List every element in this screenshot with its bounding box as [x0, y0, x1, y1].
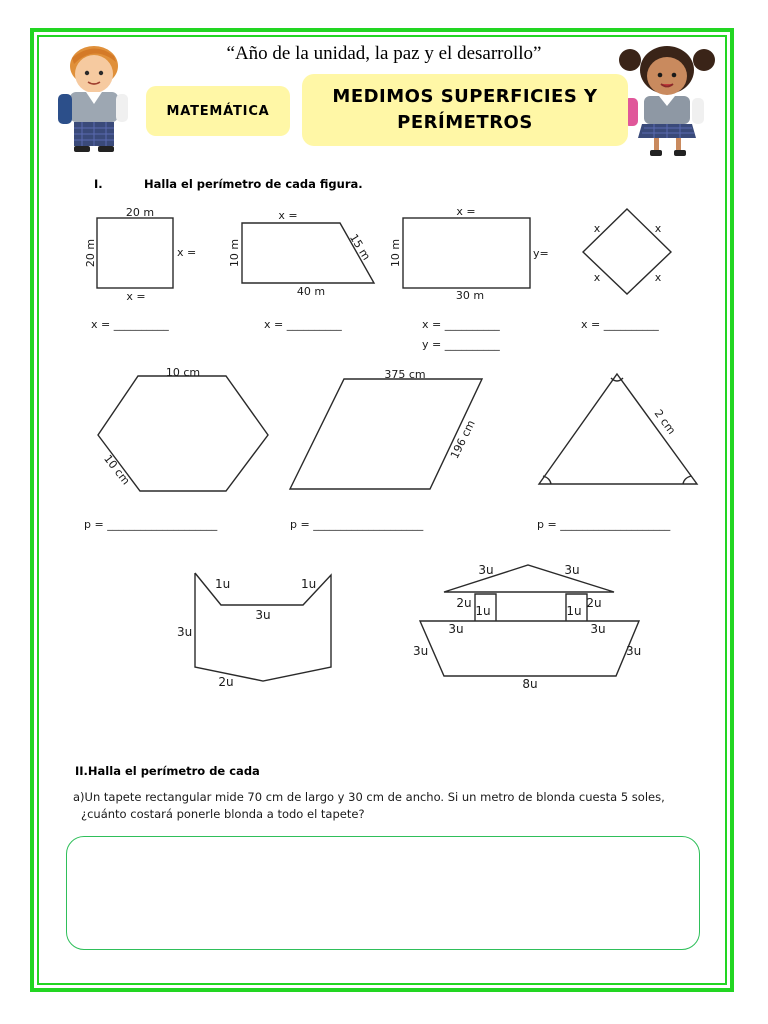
boat-ledge-right-label: 3u	[590, 622, 606, 636]
square-right-label: x =	[177, 246, 197, 259]
boat-roof	[444, 565, 614, 592]
answer-x-rhombus: x = __________	[581, 318, 659, 331]
section-2-title: II.Halla el perímetro de cada	[75, 764, 260, 778]
triangle-side-label: 2 cm	[651, 407, 679, 437]
boat-chim-left-h-label: 1u	[475, 604, 491, 618]
rhombus-label-bl: x	[593, 271, 601, 284]
boat-chim-left-w-label: 2u	[456, 596, 472, 610]
rectangle-bottom-label: 30 m	[455, 289, 485, 302]
trapezoid-bottom-label: 40 m	[296, 285, 326, 298]
answer-y-rectangle: y = __________	[422, 338, 500, 351]
parallelogram-figure	[290, 379, 482, 489]
title-line-1: MEDIMOS SUPERFICIES Y	[332, 86, 598, 107]
answer-p-hexagon: p = ____________________	[84, 518, 218, 531]
trapezoid-top-label: x =	[278, 209, 298, 222]
answer-p-triangle: p = ____________________	[537, 518, 671, 531]
rhombus-label-br: x	[654, 271, 662, 284]
parallelogram-side-label: 196 cm	[447, 418, 478, 461]
year-motto: “Año de la unidad, la paz y el desarrollo”	[226, 43, 542, 64]
square-figure	[97, 218, 173, 288]
answer-box[interactable]	[66, 836, 700, 950]
answer-p-parallelogram: p = ____________________	[290, 518, 424, 531]
section-1-number: I.	[94, 177, 103, 191]
rectangle-figure	[403, 218, 530, 288]
hexagon-side-label: 10 cm	[101, 452, 133, 488]
square-left-label: 20 m	[84, 238, 97, 268]
square-bottom-label: x =	[126, 290, 146, 303]
problem-a	[73, 789, 713, 823]
rectangle-left-label: 10 m	[389, 238, 402, 268]
trapezoid-left-label: 10 m	[228, 238, 241, 268]
cat-middle-label: 3u	[255, 608, 271, 622]
cat-side-label: 3u	[177, 625, 193, 639]
cat-bottom-label: 2u	[218, 675, 234, 689]
problem-a-line-1: a)Un tapete rectangular mide 70 cm de largo y 30 cm de ancho. Si un metro de blonda cuesta 5 soles,	[73, 790, 665, 804]
rhombus-label-tl: x	[593, 222, 601, 235]
boat-hull-right-label: 3u	[626, 644, 642, 658]
title-line-2: PERÍMETROS	[397, 112, 533, 133]
boat-roof-right-label: 3u	[564, 563, 580, 577]
answer-x-rectangle: x = __________	[422, 318, 500, 331]
boat-hull-left-label: 3u	[413, 644, 429, 658]
hexagon-top-label: 10 cm	[165, 366, 201, 379]
cat-ear-right-label: 1u	[301, 577, 317, 591]
rhombus-label-tr: x	[654, 222, 662, 235]
boat-chim-right-w-label: 2u	[586, 596, 602, 610]
boat-roof-left-label: 3u	[478, 563, 494, 577]
rectangle-right-label: y=	[533, 247, 549, 260]
parallelogram-top-label: 375 cm	[384, 368, 426, 381]
problem-a-line-2: ¿cuánto costará ponerle blonda a todo el tapete?	[81, 807, 365, 821]
cat-ear-left-label: 1u	[215, 577, 231, 591]
section-1-title: Halla el perímetro de cada figura.	[144, 177, 363, 191]
subject-label: MATEMÁTICA	[146, 86, 290, 136]
answer-x-square: x = __________	[91, 318, 169, 331]
trapezoid-figure	[242, 223, 374, 283]
boat-base-label: 8u	[522, 677, 538, 691]
boat-ledge-left-label: 3u	[448, 622, 464, 636]
square-top-label: 20 m	[125, 206, 155, 219]
boat-chim-right-h-label: 1u	[566, 604, 582, 618]
rectangle-top-label: x =	[456, 205, 476, 218]
answer-x-trapezoid: x = __________	[264, 318, 342, 331]
trapezoid-slant-label: 15 m	[346, 231, 373, 263]
